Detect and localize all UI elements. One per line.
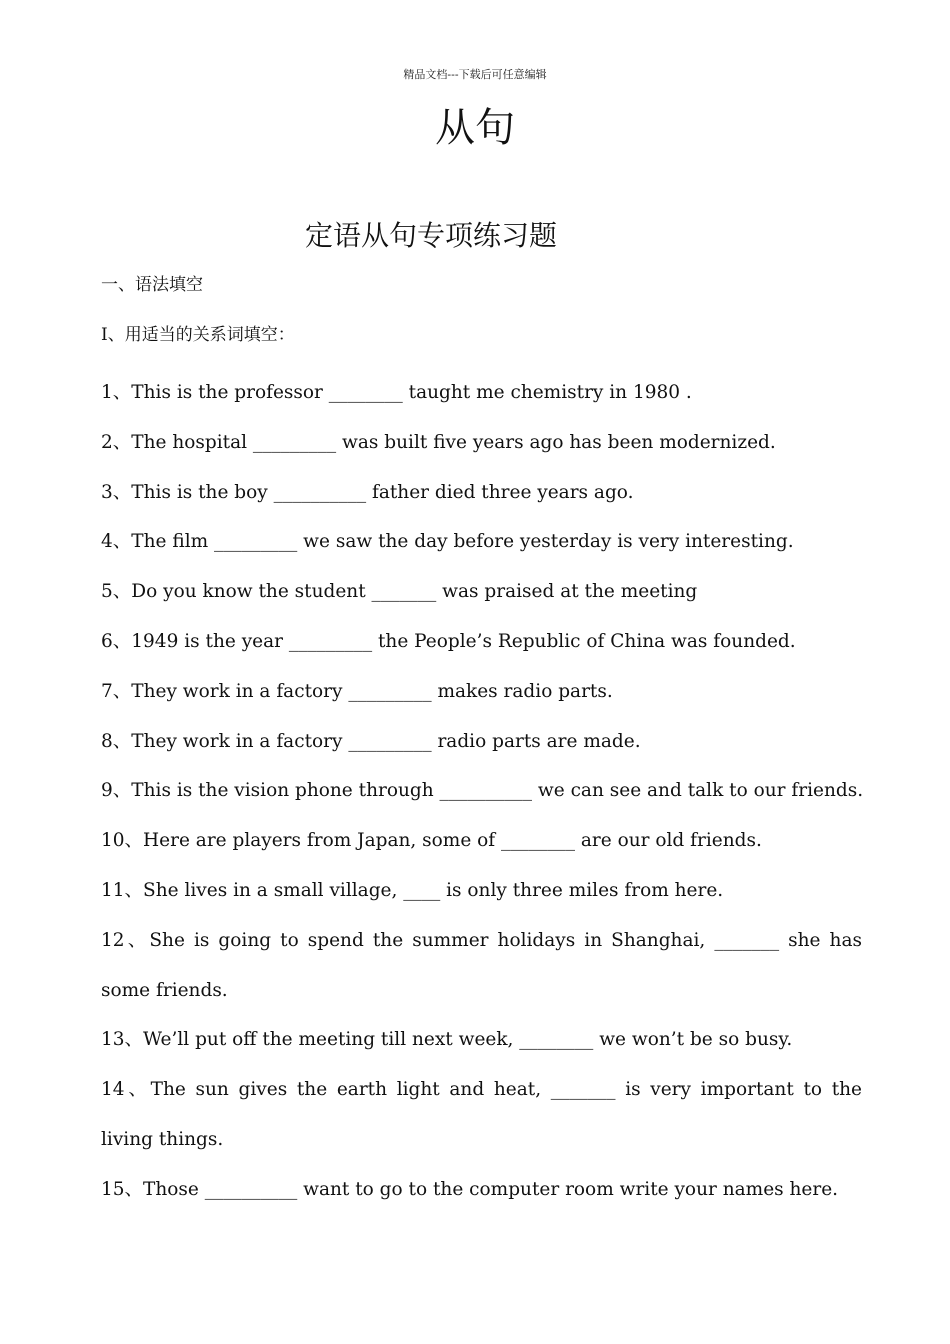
question-item: 12、She is going to spend the summer holidays in Shanghai, _______ she has some friends. (101, 929, 862, 1001)
question-item: 9、This is the vision phone through __________ we can see and talk to our friends. (101, 780, 864, 802)
question-item: 2、The hospital _________ was built five years ago has been modernized. (101, 431, 776, 453)
question-item: 6、1949 is the year _________ the People’s Republic of China was founded. (101, 630, 796, 652)
question-item: 5、Do you know the student _______ was praised at the meeting (101, 581, 698, 603)
question-item: 14、The sun gives the earth light and heat, _______ is very important to the living things. (101, 1079, 862, 1150)
document-title: 从句 (435, 105, 515, 151)
question-item: 10、Here are players from Japan, some of ________ are our old friends. (101, 830, 762, 852)
question-item: 7、They work in a factory _________ makes radio parts. (101, 680, 613, 702)
question-item: 1、This is the professor ________ taught me chemistry in 1980 . (101, 382, 692, 403)
question-item: 13、We’ll put off the meeting till next week, ________ we won’t be so busy. (101, 1029, 793, 1051)
question-item: 4、The film _________ we saw the day before yesterday is very interesting. (101, 531, 794, 553)
question-item: 15、Those __________ want to go to the computer room write your names here. (101, 1178, 839, 1200)
question-list (101, 368, 862, 1215)
instruction-text: I、用适当的关系词填空： (101, 325, 295, 345)
question-item: 11、She lives in a small village, ____ is only three miles from here. (101, 879, 724, 901)
question-item: 3、This is the boy __________ father died three years ago. (101, 481, 634, 503)
header-note: 精品文档---下载后可任意编辑 (403, 68, 547, 81)
question-item: 8、They work in a factory _________ radio parts are made. (101, 730, 641, 752)
section-heading: 一、语法填空 (101, 275, 203, 295)
exercise-title: 定语从句专项练习题 (304, 219, 557, 252)
